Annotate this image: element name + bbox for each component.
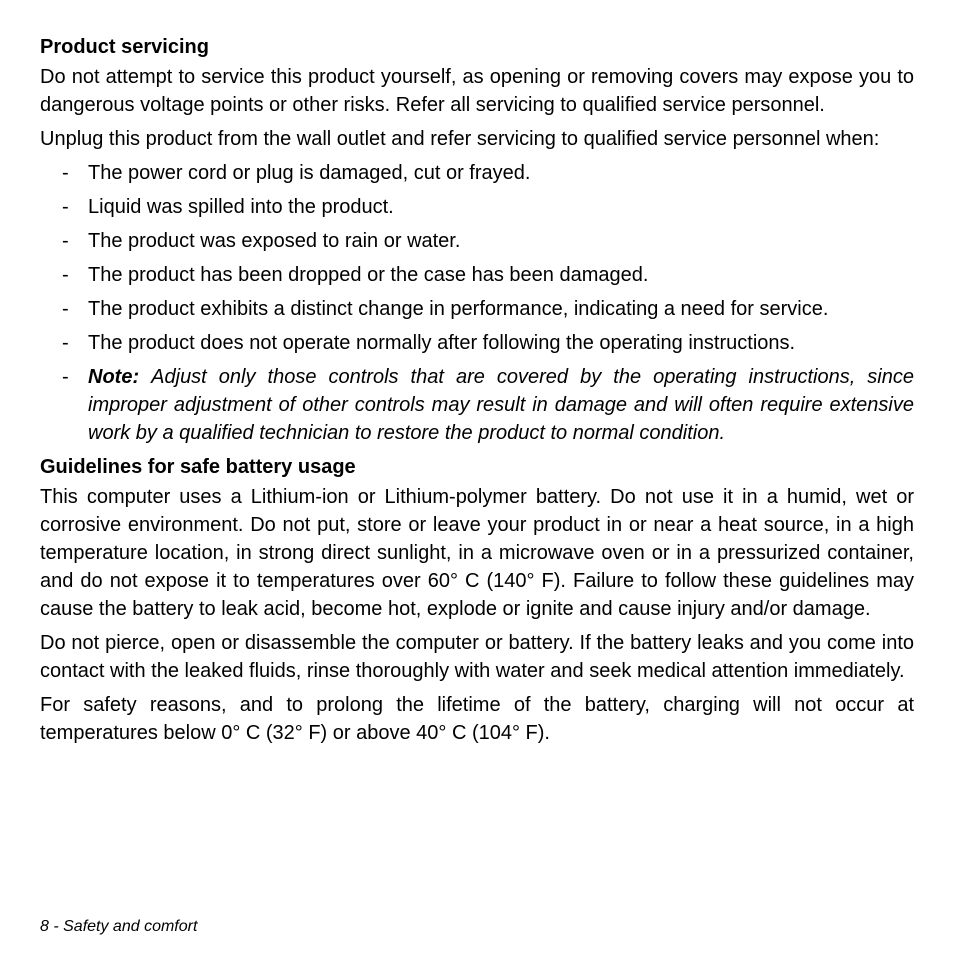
- note-item: [40, 363, 914, 447]
- dash-bullet: -: [62, 332, 69, 354]
- page-footer: 8 - Safety and comfort: [40, 918, 198, 935]
- paragraph: This computer uses a Lithium-ion or Lithium-polymer battery. Do not use it in a humid, wet or corrosive environment. Do not put, store or leave your product in or near a heat source, in a high temperature location, in strong direct sunlight, in a microwave oven or in a pressurized container, and do not expose it to temperatures over 60° C (140° F). Failure to follow these guidelines may cause the battery to leak acid, become hot, explode or ignite and cause injury and/or damage.: [40, 486, 914, 620]
- section-heading-battery-usage: Guidelines for safe battery usage: [40, 456, 356, 478]
- list-item: [40, 295, 914, 323]
- list-item-text: The product does not operate normally after following the operating instructions.: [88, 332, 796, 354]
- paragraph: Unplug this product from the wall outlet and refer servicing to qualified service personnel when:: [40, 128, 880, 150]
- document-page: [40, 33, 914, 753]
- note-label: Note:: [88, 366, 140, 388]
- paragraph: Do not attempt to service this product yourself, as opening or removing covers may expose you to dangerous voltage points or other risks. Refer all servicing to qualified service personnel.: [40, 66, 914, 116]
- list-item: [40, 261, 914, 289]
- dash-bullet: -: [62, 196, 69, 218]
- servicing-conditions-list: [40, 159, 914, 447]
- list-item: [40, 227, 914, 255]
- section-heading-product-servicing: Product servicing: [40, 36, 209, 58]
- dash-bullet: -: [62, 162, 69, 184]
- paragraph: For safety reasons, and to prolong the lifetime of the battery, charging will not occur at temperatures below 0° C (32° F) or above 40° C (104° F).: [40, 694, 914, 744]
- paragraph: Do not pierce, open or disassemble the computer or battery. If the battery leaks and you come into contact with the leaked fluids, rinse thoroughly with water and seek medical attention immediately.: [40, 632, 914, 682]
- list-item-text: Liquid was spilled into the product.: [88, 196, 394, 218]
- dash-bullet: -: [62, 230, 69, 252]
- list-item-text: The product has been dropped or the case has been damaged.: [88, 264, 649, 286]
- list-item-text: The power cord or plug is damaged, cut or frayed.: [88, 162, 531, 184]
- list-item: [40, 159, 914, 187]
- dash-bullet: -: [62, 264, 69, 286]
- list-item-text: The product exhibits a distinct change in performance, indicating a need for service.: [88, 298, 829, 320]
- dash-bullet: -: [62, 298, 69, 320]
- note-text: Adjust only those controls that are covered by the operating instructions, since improper adjustment of other controls may result in damage and will often require extensive work by a qualified technician to restore the product to normal condition.: [88, 366, 914, 444]
- list-item: [40, 329, 914, 357]
- list-item-text: The product was exposed to rain or water.: [88, 230, 461, 252]
- dash-bullet: -: [62, 366, 69, 388]
- list-item: [40, 193, 914, 221]
